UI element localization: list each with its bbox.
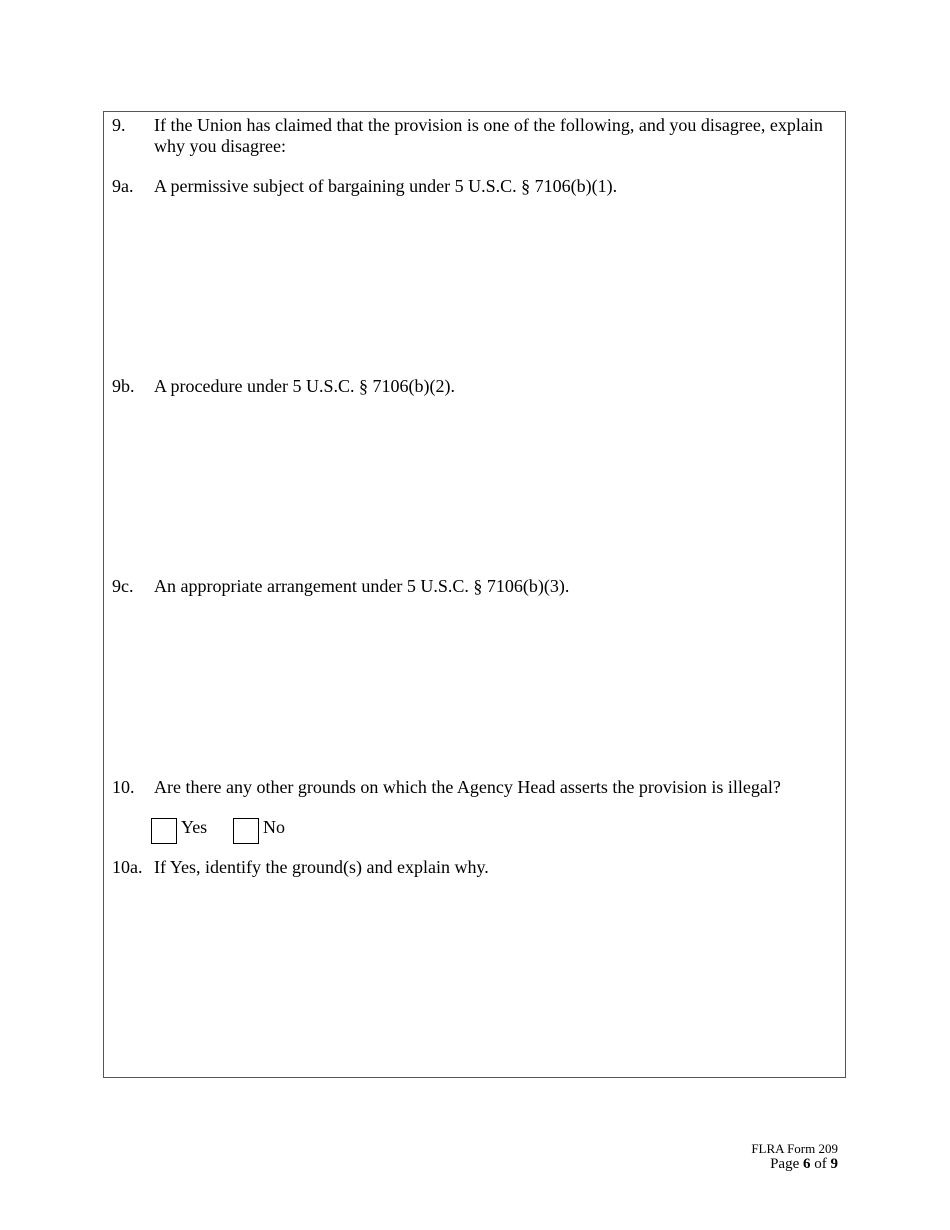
- question-9-text: If the Union has claimed that the provision is one of the following, and you disagree, explain why you disagree:: [154, 115, 823, 156]
- question-9-number: 9.: [112, 115, 126, 135]
- question-10a-text: If Yes, identify the ground(s) and explain why.: [154, 857, 489, 877]
- question-9c-number: 9c.: [112, 576, 134, 596]
- question-10a-number: 10a.: [112, 857, 143, 877]
- question-9c-text: An appropriate arrangement under 5 U.S.C. § 7106(b)(3).: [154, 576, 570, 596]
- question-9a-text: A permissive subject of bargaining under 5 U.S.C. § 7106(b)(1).: [154, 176, 618, 196]
- no-checkbox-label: No: [263, 817, 285, 837]
- page-number: [770, 1156, 838, 1173]
- page-separator: of: [814, 1156, 827, 1172]
- question-9a-number: 9a.: [112, 176, 134, 196]
- no-checkbox[interactable]: [233, 818, 259, 844]
- yes-checkbox-label: Yes: [181, 817, 208, 837]
- form-identifier: FLRA Form 209: [751, 1141, 838, 1156]
- question-9b-text: A procedure under 5 U.S.C. § 7106(b)(2).: [154, 376, 455, 396]
- page-total: 9: [830, 1156, 838, 1172]
- page-current: 6: [803, 1156, 811, 1172]
- page-prefix: Page: [770, 1156, 800, 1172]
- yes-checkbox[interactable]: [151, 818, 177, 844]
- question-10-number: 10.: [112, 777, 135, 797]
- question-10-text: Are there any other grounds on which the Agency Head asserts the provision is illegal?: [154, 777, 781, 797]
- question-9b-number: 9b.: [112, 376, 135, 396]
